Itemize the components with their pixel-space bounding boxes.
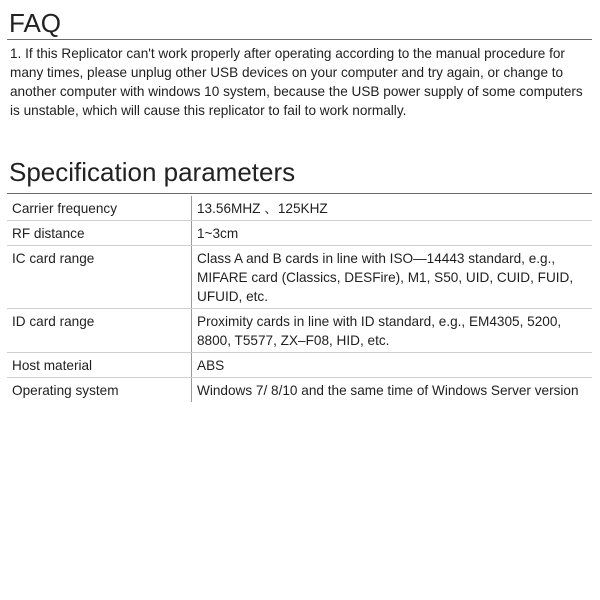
spec-value: Windows 7/ 8/10 and the same time of Windows Server version <box>197 383 579 398</box>
spec-row-ic-card-range <box>7 246 592 309</box>
spec-value: ABS <box>197 358 225 373</box>
spec-label: Carrier frequency <box>12 201 118 216</box>
spec-value: Proximity cards in line with ID standard, e.g., EM4305, 5200, 8800, T5577, ZX–F08, HID, etc. <box>197 314 562 348</box>
spec-row-host-material <box>7 353 592 378</box>
spec-divider <box>7 193 592 194</box>
spec-label: Host material <box>12 358 93 373</box>
spec-heading: Specification parameters <box>9 157 296 187</box>
faq-answer-text: 1. If this Replicator can't work properly after operating according to the manual procedure for many times, please unplug other USB devices on your computer and try again, or change to another computer with windows 10 system, because the USB power supply of some computers is unstable, which will cause this replicator to fail to work normally. <box>10 46 583 118</box>
spec-row-carrier-frequency <box>7 196 592 221</box>
spec-table <box>7 196 592 402</box>
spec-label: IC card range <box>12 251 95 266</box>
spec-label: Operating system <box>12 383 119 398</box>
spec-value: Class A and B cards in line with ISO—14443 standard, e.g., MIFARE card (Classics, DESFire), M1, S50, UID, CUID, FUID, UFUID, etc. <box>197 251 574 304</box>
spec-label: ID card range <box>12 314 95 329</box>
spec-row-operating-system <box>7 378 592 402</box>
spec-row-rf-distance <box>7 221 592 246</box>
faq-divider <box>7 39 592 40</box>
spec-label: RF distance <box>12 226 85 241</box>
spec-value: 1~3cm <box>197 226 239 241</box>
spec-row-id-card-range <box>7 309 592 353</box>
faq-heading: FAQ <box>9 8 62 38</box>
spec-value: 13.56MHZ 、125KHZ <box>197 201 328 216</box>
